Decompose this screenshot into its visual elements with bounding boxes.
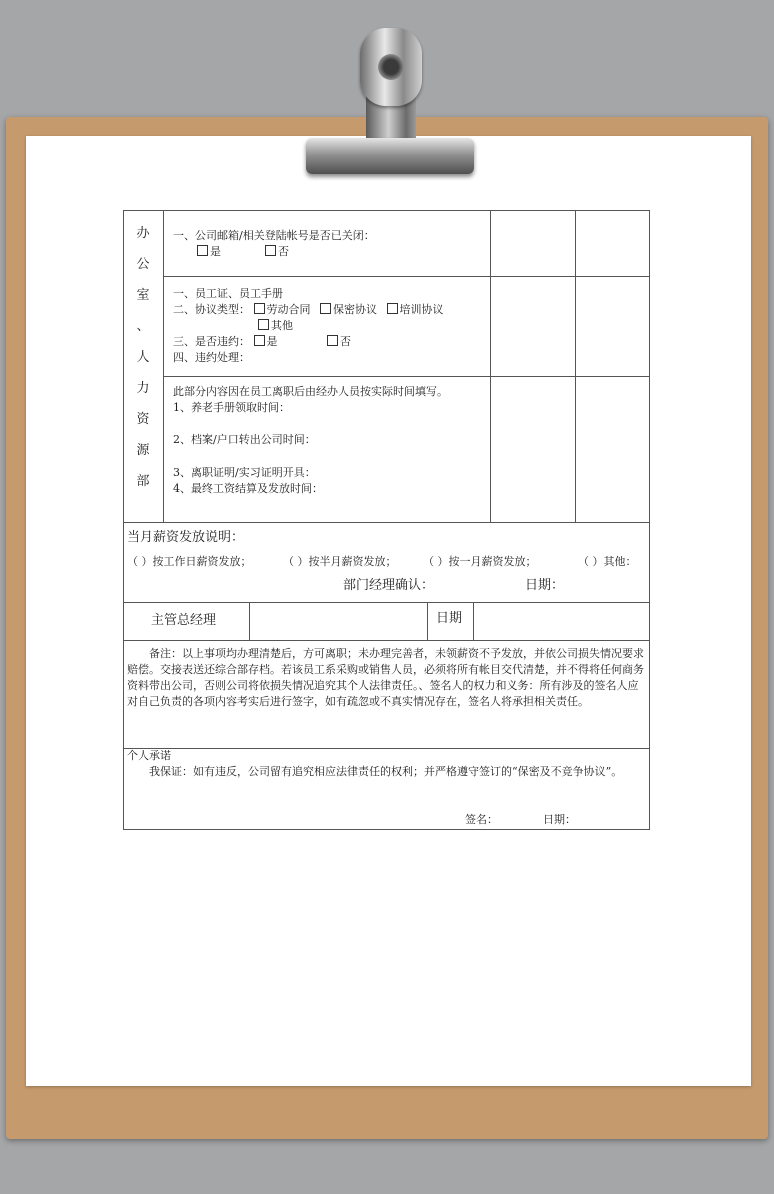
department-label	[134, 218, 152, 497]
dept-char: 部	[136, 474, 150, 489]
agreement-other-option[interactable]	[258, 318, 293, 334]
resignation-handover-form	[123, 210, 650, 830]
option-label: 保密协议	[333, 303, 377, 316]
archive-transfer-item: 2、档案/户口转出公司时间：	[173, 433, 316, 446]
pledge-date-label: 日期：	[543, 813, 576, 826]
gm-label: 主管总经理	[151, 613, 217, 628]
checkbox-icon[interactable]	[254, 335, 265, 346]
option-label: 其他	[271, 319, 293, 332]
dept-char: 公	[136, 257, 150, 272]
option-label: 是	[266, 335, 278, 348]
breach-label: 三、是否违约：	[173, 335, 250, 348]
checkbox-icon[interactable]	[387, 303, 398, 314]
dept-char: 室	[136, 288, 150, 303]
dept-char: 、	[136, 319, 150, 334]
dept-char: 源	[136, 443, 150, 458]
option-label: 否	[340, 335, 351, 348]
breach-no-option[interactable]	[327, 334, 351, 350]
dept-char: 人	[136, 350, 150, 365]
checkbox-icon[interactable]	[327, 335, 338, 346]
salary-option-month[interactable]: （ ）按一月薪资发放；	[423, 555, 537, 568]
checkbox-icon[interactable]	[197, 245, 208, 256]
row3-note: 此部分内容因在员工离职后由经办人员按实际时间填写。	[173, 385, 448, 398]
badge-handbook-item: 一、员工证、员工手册	[173, 287, 283, 300]
pledge-text: 我保证：如有违反，公司留有追究相应法律责任的权利；并严格遵守签订的“保密及不竞争协议”。	[149, 765, 623, 778]
checkbox-icon[interactable]	[254, 303, 265, 314]
salary-option-halfmonth[interactable]: （ ）按半月薪资发放；	[283, 555, 397, 568]
salary-option-workday[interactable]: （ ）按工作日薪资发放；	[127, 555, 252, 568]
option-label: 是	[210, 245, 221, 258]
gm-date-label: 日期	[436, 611, 463, 626]
salary-section-title: 当月薪资发放说明：	[127, 530, 245, 545]
salary-option-other[interactable]: （ ）其他：	[578, 555, 637, 568]
pledge-title: 个人承诺	[127, 749, 171, 762]
option-label: 培训协议	[399, 303, 444, 316]
pension-book-item: 1、养老手册领取时间：	[173, 401, 290, 414]
email-yes-option[interactable]	[197, 244, 221, 260]
salary-date-label: 日期：	[525, 578, 565, 593]
dept-char: 办	[136, 226, 150, 241]
agreement-type-row	[173, 302, 444, 318]
breach-handling-item: 四、违约处理：	[173, 351, 250, 364]
sign-label: 签名：	[465, 813, 498, 826]
agreement-type-label: 二、协议类型：	[173, 303, 250, 316]
certificate-item: 3、离职证明/实习证明开具：	[173, 466, 316, 479]
manager-confirm-label: 部门经理确认：	[343, 578, 435, 593]
checkbox-icon[interactable]	[320, 303, 331, 314]
option-label: 否	[278, 245, 289, 258]
dept-char: 力	[136, 381, 150, 396]
remarks-text: 备注：以上事项均办理清楚后，方可离职；未办理完善者，未领薪资不予发放，并依公司损失情况要求赔偿。交接表送还综合部存档。若该员工系采购或销售人员，必须将所有帐目交代清楚，并不得将任何商务资料带出公司，否则公司将依损失情况追究其个人法律责任。、签名人的权力和义务：所有涉及的签名人应对自己负责的各项内容考实后进行签字，如有疏忽或不真实情况存在，签名人将承担相关责任。	[127, 647, 644, 708]
binder-clip-icon	[300, 28, 478, 178]
breach-row	[173, 334, 278, 350]
email-no-option[interactable]	[265, 244, 289, 260]
final-salary-item: 4、最终工资结算及发放时间：	[173, 482, 323, 495]
dept-char: 资	[136, 412, 150, 427]
checkbox-icon[interactable]	[265, 245, 276, 256]
checkbox-icon[interactable]	[258, 319, 269, 330]
option-label: 劳动合同	[266, 303, 311, 316]
email-closed-question: 一、公司邮箱/相关登陆帐号是否已关闭：	[173, 229, 375, 242]
